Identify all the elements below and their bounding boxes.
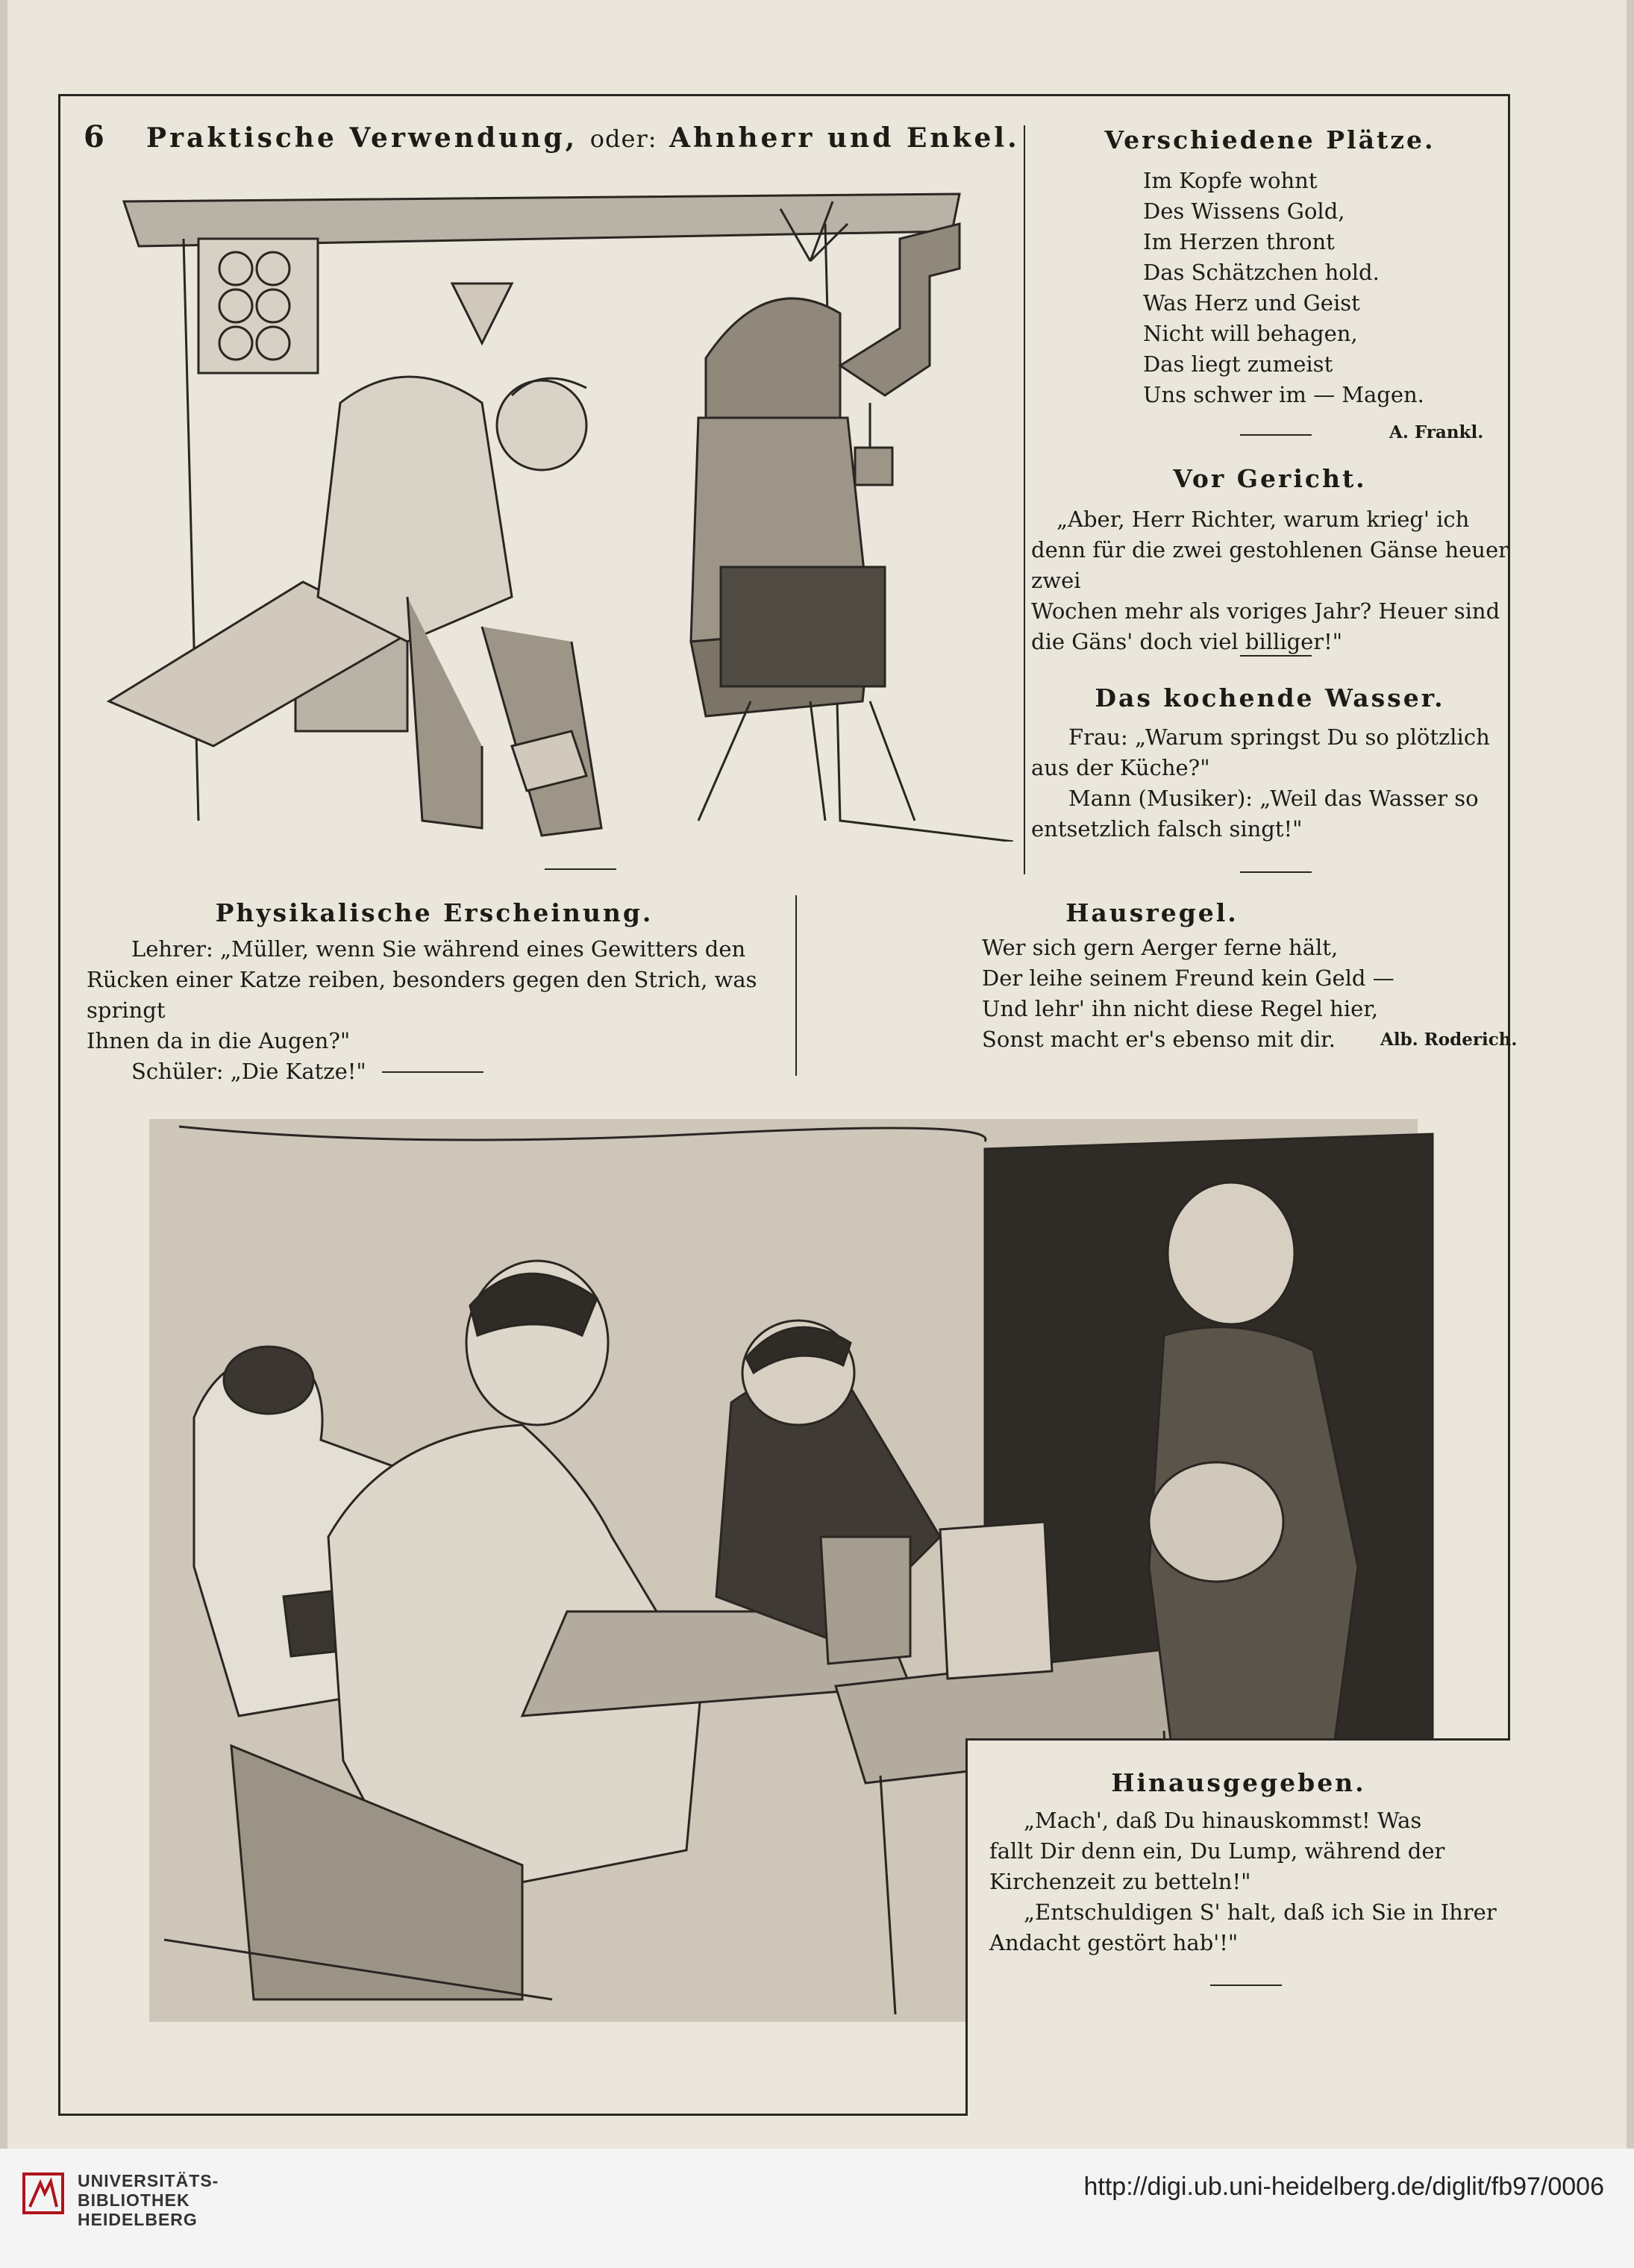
poem-line: Wer sich gern Aerger ferne hält, [982, 935, 1339, 960]
poem-line: Nicht will behagen, [1143, 321, 1358, 346]
text-line: Ihnen da in die Augen?" [87, 1028, 351, 1053]
text-line: „Mach', daß Du hinauskommst! Was [1024, 1808, 1422, 1833]
text-vor-gericht [1031, 504, 1509, 657]
poem-line: Sonst macht er's ebenso mit dir. [982, 1027, 1336, 1052]
library-logo-icon [22, 2173, 64, 2214]
text-line: Wochen mehr als voriges Jahr? Heuer sind [1031, 598, 1500, 624]
heading-das-kochende-wasser: Das kochende Wasser. [1095, 683, 1445, 712]
divider-short [382, 1071, 483, 1073]
poem-line: Im Herzen thront [1143, 229, 1335, 254]
text-line: „Aber, Herr Richter, warum krieg' ich [1057, 507, 1470, 532]
column-divider-middle [795, 895, 797, 1076]
text-das-kochende-wasser [1031, 722, 1509, 845]
poem-line: Des Wissens Gold, [1143, 198, 1345, 224]
heading-physikalische-erscheinung: Physikalische Erscheinung. [215, 898, 654, 927]
library-name-line3: HEIDELBERG [78, 2210, 198, 2229]
text-line: Lehrer: „Müller, wenn Sie während eines Gewitters den [131, 936, 746, 962]
text-line: aus der Küche?" [1031, 755, 1210, 780]
poem-line: Und lehr' ihn nicht diese Regel hier, [982, 996, 1379, 1021]
divider-short [1240, 871, 1312, 873]
text-line: Schüler: „Die Katze!" [131, 1059, 366, 1084]
text-line: denn für die zwei gestohlenen Gänse heuer zwei [1031, 537, 1509, 593]
text-line: fallt Dir denn ein, Du Lump, während der [989, 1838, 1445, 1864]
illustration-ancestor-stove-drawing [94, 179, 1013, 842]
illustration-ancestor-stove [94, 179, 1013, 842]
library-footer [0, 2149, 1634, 2268]
heading-vor-gericht: Vor Gericht. [1173, 464, 1367, 493]
library-name-line2: BIBLIOTHEK [78, 2190, 190, 2210]
text-line: die Gäns' doch viel billiger!" [1031, 629, 1343, 654]
text-hinausgegeben [989, 1805, 1504, 1958]
divider-short [1240, 434, 1312, 436]
document-url-link[interactable]: http://digi.ub.uni-heidelberg.de/diglit/fb97/0006 [1083, 2173, 1604, 2201]
divider-short [545, 868, 616, 870]
poem-line: Das liegt zumeist [1143, 351, 1333, 377]
cartoon-title-right: Ahnherr und Enkel. [669, 122, 1020, 154]
author-frankl: A. Frankl. [1389, 422, 1484, 442]
cartoon-title [146, 122, 1020, 154]
heading-hinausgegeben: Hinausgegeben. [1111, 1768, 1366, 1797]
text-line: „Entschuldigen S' halt, daß ich Sie in Ihrer [1024, 1899, 1497, 1925]
poem-line: Was Herz und Geist [1143, 290, 1360, 316]
cartoon-title-oder: oder: [589, 125, 657, 153]
text-physikalische-erscheinung [87, 934, 788, 1087]
author-roderich: Alb. Roderich. [1380, 1030, 1518, 1050]
text-line: Andacht gestört hab'!" [989, 1930, 1239, 1955]
poem-line: Der leihe seinem Freund kein Geld — [982, 965, 1394, 991]
poem-line: Im Kopfe wohnt [1143, 168, 1318, 193]
text-line: entsetzlich falsch singt!" [1031, 816, 1303, 842]
poem-line: Uns schwer im — Magen. [1143, 382, 1424, 407]
divider-short [1240, 655, 1312, 657]
text-line: Mann (Musiker): „Weil das Wasser so [1068, 786, 1479, 811]
poem-verschiedene-plaetze [1143, 166, 1501, 410]
column-divider-top [1024, 125, 1025, 874]
heading-verschiedene-plaetze: Verschiedene Plätze. [1104, 125, 1436, 154]
library-name-line1: UNIVERSITÄTS- [78, 2171, 219, 2190]
text-line: Frau: „Warum springst Du so plötzlich [1068, 724, 1490, 750]
poem-line: Das Schätzchen hold. [1143, 260, 1380, 285]
divider-short [1210, 1985, 1282, 1986]
page-number: 6 [84, 119, 104, 154]
text-line: Rücken einer Katze reiben, besonders gegen den Strich, was springt [87, 967, 757, 1023]
text-line: Kirchenzeit zu betteln!" [989, 1869, 1251, 1894]
cartoon-title-left: Praktische Verwendung, [146, 122, 578, 154]
heading-hausregel: Hausregel. [1065, 898, 1239, 927]
